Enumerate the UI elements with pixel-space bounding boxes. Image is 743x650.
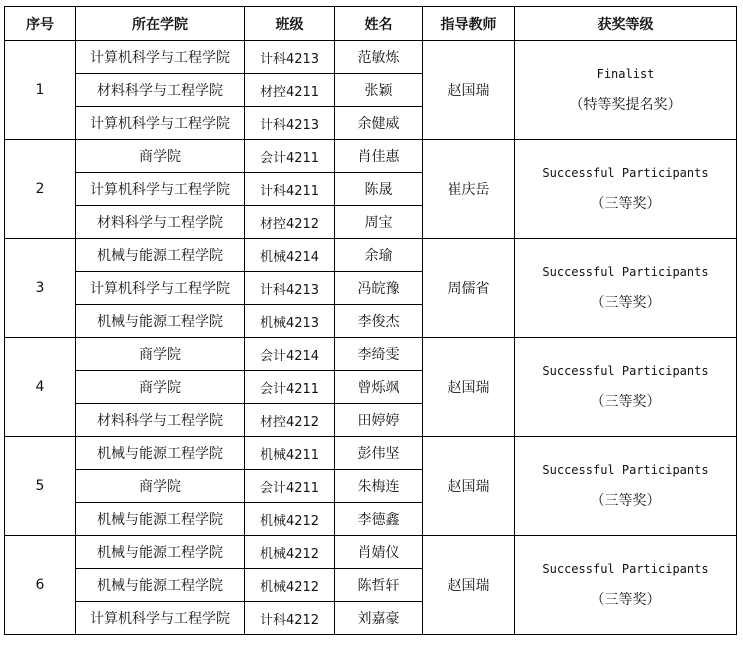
award-english: Finalist bbox=[596, 67, 655, 81]
class-cell: 计科4211 bbox=[245, 173, 335, 206]
college-cell: 商学院 bbox=[76, 140, 245, 173]
seq-cell: 1 bbox=[5, 41, 76, 140]
award-cell bbox=[515, 140, 737, 239]
class-cell: 材控4212 bbox=[245, 404, 335, 437]
name-cell: 范敏炼 bbox=[335, 41, 423, 74]
award-chinese: （三等奖） bbox=[590, 592, 661, 608]
table-row bbox=[5, 41, 737, 74]
class-cell: 会计4211 bbox=[245, 371, 335, 404]
table-row bbox=[5, 536, 737, 569]
awards-table bbox=[4, 6, 737, 635]
header-seq: 序号 bbox=[5, 7, 76, 41]
header-name: 姓名 bbox=[335, 7, 423, 41]
award-english: Successful Participants bbox=[542, 562, 709, 576]
class-cell: 机械4212 bbox=[245, 569, 335, 602]
college-cell: 计算机科学与工程学院 bbox=[76, 41, 245, 74]
name-cell: 田婷婷 bbox=[335, 404, 423, 437]
class-cell: 计科4213 bbox=[245, 107, 335, 140]
table-row bbox=[5, 239, 737, 272]
name-cell: 李德鑫 bbox=[335, 503, 423, 536]
name-cell: 陈晟 bbox=[335, 173, 423, 206]
name-cell: 李俊杰 bbox=[335, 305, 423, 338]
class-cell: 计科4213 bbox=[245, 41, 335, 74]
name-cell: 余瑜 bbox=[335, 239, 423, 272]
table-row bbox=[5, 140, 737, 173]
award-english: Successful Participants bbox=[542, 166, 709, 180]
teacher-cell: 赵国瑞 bbox=[423, 536, 515, 635]
class-cell: 机械4211 bbox=[245, 437, 335, 470]
college-cell: 材料科学与工程学院 bbox=[76, 404, 245, 437]
college-cell: 计算机科学与工程学院 bbox=[76, 107, 245, 140]
college-cell: 商学院 bbox=[76, 371, 245, 404]
teacher-cell: 崔庆岳 bbox=[423, 140, 515, 239]
college-cell: 机械与能源工程学院 bbox=[76, 569, 245, 602]
college-cell: 商学院 bbox=[76, 470, 245, 503]
class-cell: 材控4212 bbox=[245, 206, 335, 239]
class-cell: 会计4211 bbox=[245, 140, 335, 173]
college-cell: 商学院 bbox=[76, 338, 245, 371]
class-cell: 会计4211 bbox=[245, 470, 335, 503]
awards-table-container bbox=[4, 6, 737, 635]
name-cell: 刘嘉豪 bbox=[335, 602, 423, 635]
seq-cell: 4 bbox=[5, 338, 76, 437]
header-award: 获奖等级 bbox=[515, 7, 737, 41]
class-cell: 机械4213 bbox=[245, 305, 335, 338]
teacher-cell: 赵国瑞 bbox=[423, 41, 515, 140]
class-cell: 材控4211 bbox=[245, 74, 335, 107]
table-body bbox=[5, 41, 737, 635]
class-cell: 计科4212 bbox=[245, 602, 335, 635]
award-english: Successful Participants bbox=[542, 265, 709, 279]
college-cell: 计算机科学与工程学院 bbox=[76, 173, 245, 206]
name-cell: 陈哲轩 bbox=[335, 569, 423, 602]
award-cell bbox=[515, 536, 737, 635]
name-cell: 肖婧仪 bbox=[335, 536, 423, 569]
award-cell bbox=[515, 41, 737, 140]
teacher-cell: 周儒省 bbox=[423, 239, 515, 338]
award-chinese: （三等奖） bbox=[590, 295, 661, 311]
class-cell: 机械4212 bbox=[245, 536, 335, 569]
award-chinese: （三等奖） bbox=[590, 196, 661, 212]
name-cell: 李绮雯 bbox=[335, 338, 423, 371]
award-english: Successful Participants bbox=[542, 364, 709, 378]
class-cell: 会计4214 bbox=[245, 338, 335, 371]
award-cell bbox=[515, 239, 737, 338]
award-english: Successful Participants bbox=[542, 463, 709, 477]
name-cell: 彭伟坚 bbox=[335, 437, 423, 470]
college-cell: 机械与能源工程学院 bbox=[76, 503, 245, 536]
name-cell: 冯皖豫 bbox=[335, 272, 423, 305]
award-chinese: （三等奖） bbox=[590, 394, 661, 410]
college-cell: 机械与能源工程学院 bbox=[76, 437, 245, 470]
seq-cell: 5 bbox=[5, 437, 76, 536]
college-cell: 机械与能源工程学院 bbox=[76, 536, 245, 569]
award-chinese: （三等奖） bbox=[590, 493, 661, 509]
table-row bbox=[5, 437, 737, 470]
seq-cell: 3 bbox=[5, 239, 76, 338]
college-cell: 计算机科学与工程学院 bbox=[76, 272, 245, 305]
name-cell: 朱梅连 bbox=[335, 470, 423, 503]
table-row bbox=[5, 338, 737, 371]
class-cell: 机械4212 bbox=[245, 503, 335, 536]
college-cell: 机械与能源工程学院 bbox=[76, 305, 245, 338]
class-cell: 计科4213 bbox=[245, 272, 335, 305]
teacher-cell: 赵国瑞 bbox=[423, 338, 515, 437]
name-cell: 张颖 bbox=[335, 74, 423, 107]
header-college: 所在学院 bbox=[76, 7, 245, 41]
seq-cell: 6 bbox=[5, 536, 76, 635]
name-cell: 肖佳惠 bbox=[335, 140, 423, 173]
award-chinese: （特等奖提名奖） bbox=[569, 97, 682, 113]
college-cell: 材料科学与工程学院 bbox=[76, 206, 245, 239]
award-cell bbox=[515, 437, 737, 536]
teacher-cell: 赵国瑞 bbox=[423, 437, 515, 536]
header-teacher: 指导教师 bbox=[423, 7, 515, 41]
seq-cell: 2 bbox=[5, 140, 76, 239]
header-class: 班级 bbox=[245, 7, 335, 41]
class-cell: 机械4214 bbox=[245, 239, 335, 272]
college-cell: 材料科学与工程学院 bbox=[76, 74, 245, 107]
name-cell: 曾烁飒 bbox=[335, 371, 423, 404]
name-cell: 余健威 bbox=[335, 107, 423, 140]
college-cell: 机械与能源工程学院 bbox=[76, 239, 245, 272]
header-row bbox=[5, 7, 737, 41]
college-cell: 计算机科学与工程学院 bbox=[76, 602, 245, 635]
name-cell: 周宝 bbox=[335, 206, 423, 239]
award-cell bbox=[515, 338, 737, 437]
